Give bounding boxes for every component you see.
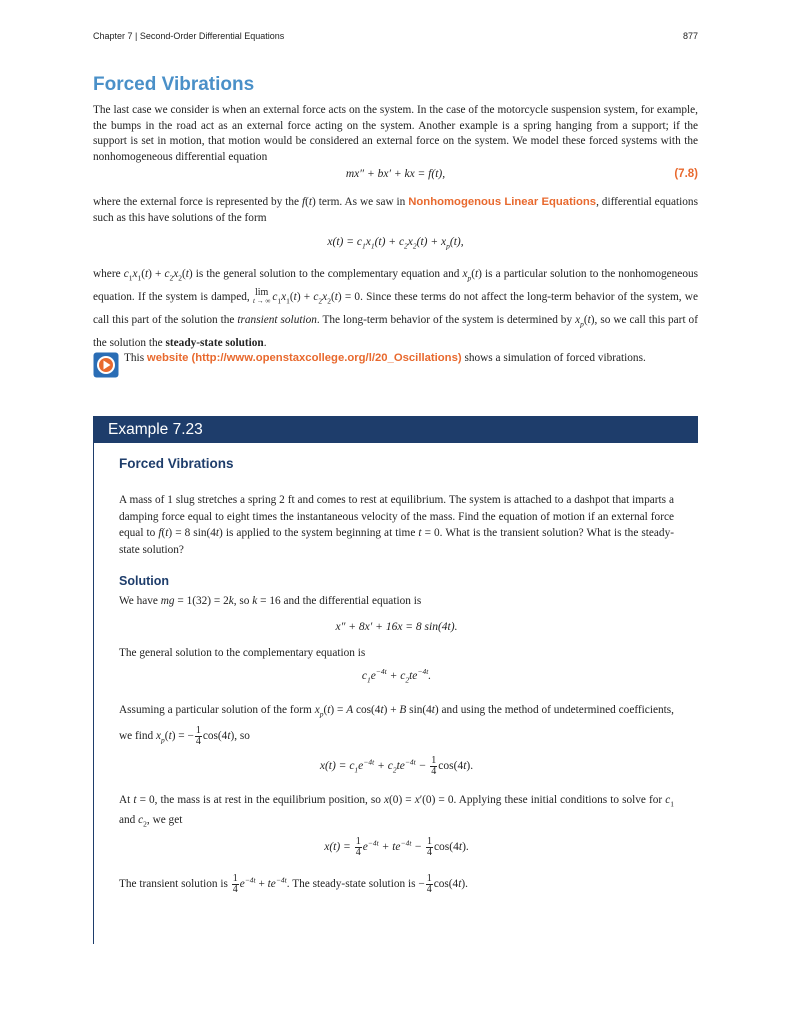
solution-step-1: We have mg = 1(32) = 2k, so k = 16 and the differential equation is xyxy=(119,595,422,607)
equation-7-8: mx″ + bx′ + kx = f(t), xyxy=(345,168,446,180)
example-problem: A mass of 1 slug stretches a spring 2 ft and comes to rest at equilibrium. The system is attached to a dashpot that imparts a damping force equal to eight times the instantaneous velocity of the mass. Find the equation of motion if an external force equal to f(t) = 8 sin(4t) is applied to the system beginning at time t = 0. What is the transient solution? What is the steady-state solution? xyxy=(119,494,674,556)
running-header-chapter: Chapter 7 | Second-Order Differential Equations xyxy=(93,31,285,41)
example-title: Forced Vibrations xyxy=(119,456,234,471)
link-website[interactable]: website (http://www.openstaxcollege.org/l/20_Oscillations) xyxy=(146,352,462,364)
example-left-rule xyxy=(93,443,94,944)
page-number: 877 xyxy=(682,31,698,41)
paragraph-3: where $c_1x_1(t) + c_2x_2(t)$ is the general solution to the complementary equation and $x_p(t)$ is a particular solution to the nonhomogeneous equation. If the system is damped, lim t → ∞ $c_1x_1(t) + c_2x_2(t) = 0$. Since these terms do not affect the long-term behavior of the system, we call this part of the solution the transient solution. The long-term behavior of the system is determined by $x_p(t)$, so we call this part of the solution the steady-state solution. xyxy=(93,268,699,349)
equation-complementary: $c_1e^{-4t} + c_2te^{-4t}$. xyxy=(361,667,432,685)
media-play-icon[interactable] xyxy=(93,352,119,378)
example-header-bar xyxy=(93,416,698,443)
solution-step-5: The transient solution is $\frac{1}{4}$ $e^{-4t} + te^{-4t}$. The steady-state solution is − $\frac{1}{4}$ cos(4t). xyxy=(119,873,468,895)
intro-paragraph: The last case we consider is when an external force acts on the system. In the case of the motorcycle suspension system, for example, the bumps in the road act as an external force acting on the system. Another example is a spring hanging from a support; if the support is set in motion, that motion would be considered an external force on the system. We model these forced systems with the nonhomogeneous differential equation xyxy=(93,104,698,163)
equation-number: (7.8) xyxy=(674,168,698,180)
example-label: Example 7.23 xyxy=(108,421,203,438)
equation-particular-solution: x(t) = $\frac{1}{4}$ $e^{-4t} + te^{-4t}$ − $\frac{1}{4}$ cos(4t). xyxy=(324,836,469,858)
equation-general-form: $x(t) = c_1x_1(t) + c_2x_2(t) + x_p(t)$, xyxy=(327,236,464,251)
paragraph-2: where the external force is represented by the f(t) term. As we saw in Nonhomogenous Linear Equations, differential equations such as this have solutions of the form xyxy=(93,196,698,224)
equation-ode: x″ + 8x′ + 16x = 8 sin(4t). xyxy=(335,621,458,633)
solution-step-3: Assuming a particular solution of the form $x_p(t) = A$ cos(4t) + B sin(4t) and using the method of undetermined coefficients, we find $x_p(t)$ = − $\frac{1}{4}$ cos(4t), so xyxy=(119,704,674,747)
solution-heading: Solution xyxy=(119,574,169,588)
section-title: Forced Vibrations xyxy=(93,74,255,95)
solution-step-2: The general solution to the complementary equation is xyxy=(119,647,366,659)
media-note: This website (http://www.openstaxcollege.org/l/20_Oscillations) shows a simulation of forced vibrations. xyxy=(124,352,646,364)
equation-general-solution: $x(t) = c_1e^{-4t} + c_2te^{-4t}$ − $\frac{1}{4}$ cos(4t). xyxy=(319,755,474,777)
link-nonhomogenous[interactable]: Nonhomogenous Linear Equations xyxy=(408,196,597,208)
solution-step-4: At t = 0, the mass is at rest in the equilibrium position, so x(0) = x′(0) = 0. Applying these initial conditions to solve for $c_1$ and $c_2$, we get xyxy=(119,794,674,829)
